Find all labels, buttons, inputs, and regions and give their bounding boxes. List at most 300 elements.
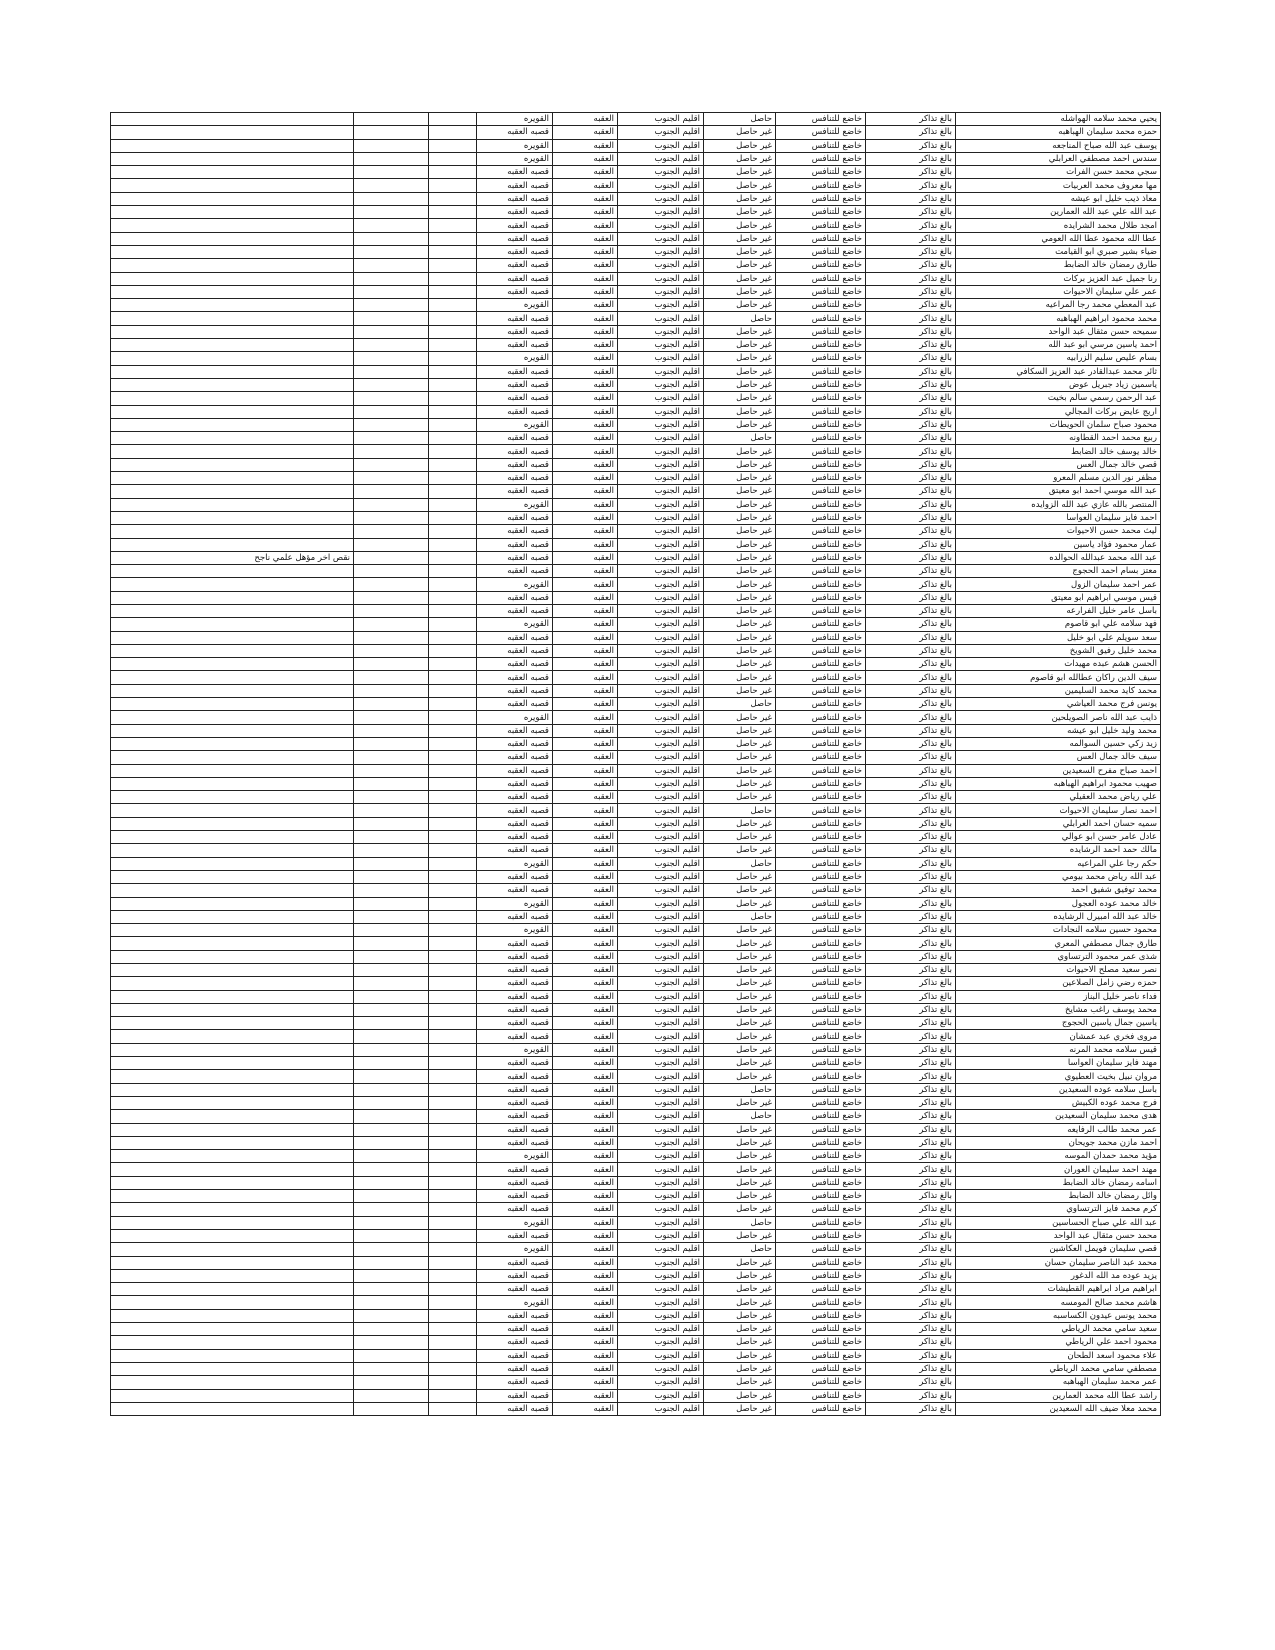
name-cell: خالد محمد عوده العجول — [956, 897, 1161, 910]
status-cell: بالغ تذاكر — [866, 192, 956, 205]
empty-cell — [354, 964, 429, 977]
empty-cell — [354, 113, 429, 126]
status-cell: بالغ تذاكر — [866, 1296, 956, 1309]
district-cell: القويره — [477, 352, 553, 365]
fitness-cell: خاضع للتنافس — [776, 684, 866, 697]
region-cell: اقليم الجنوب — [618, 1110, 704, 1123]
note-cell — [111, 751, 354, 764]
region-cell: اقليم الجنوب — [618, 525, 704, 538]
empty-cell — [429, 1362, 477, 1375]
empty-cell — [354, 724, 429, 737]
note-cell — [111, 565, 354, 578]
empty-cell — [354, 192, 429, 205]
name-cell: عبد المعطي محمد رجا المراعيه — [956, 299, 1161, 312]
district-cell: قصبه العقبه — [477, 644, 553, 657]
governorate-cell: العقبه — [553, 724, 618, 737]
region-cell: اقليم الجنوب — [618, 511, 704, 524]
governorate-cell: العقبه — [553, 232, 618, 245]
fitness-cell: خاضع للتنافس — [776, 378, 866, 391]
fitness-cell: خاضع للتنافس — [776, 113, 866, 126]
empty-cell — [429, 1376, 477, 1389]
fitness-cell: خاضع للتنافس — [776, 924, 866, 937]
note-cell — [111, 1269, 354, 1282]
note-cell — [111, 990, 354, 1003]
empty-cell — [354, 1402, 429, 1415]
result-cell: غير حاصل — [704, 618, 776, 631]
region-cell: اقليم الجنوب — [618, 1389, 704, 1402]
governorate-cell: العقبه — [553, 259, 618, 272]
governorate-cell: العقبه — [553, 219, 618, 232]
governorate-cell: العقبه — [553, 1070, 618, 1083]
result-cell: غير حاصل — [704, 791, 776, 804]
fitness-cell: خاضع للتنافس — [776, 551, 866, 564]
empty-cell — [354, 1096, 429, 1109]
empty-cell — [429, 445, 477, 458]
status-cell: بالغ تذاكر — [866, 206, 956, 219]
result-cell: غير حاصل — [704, 551, 776, 564]
fitness-cell: خاضع للتنافس — [776, 751, 866, 764]
district-cell: قصبه العقبه — [477, 551, 553, 564]
empty-cell — [354, 1070, 429, 1083]
table-row — [111, 1163, 1161, 1176]
status-cell: بالغ تذاكر — [866, 1309, 956, 1322]
status-cell: بالغ تذاكر — [866, 472, 956, 485]
region-cell: اقليم الجنوب — [618, 1096, 704, 1109]
empty-cell — [429, 1017, 477, 1030]
table-row — [111, 352, 1161, 365]
note-cell — [111, 432, 354, 445]
fitness-cell: خاضع للتنافس — [776, 1083, 866, 1096]
district-cell: قصبه العقبه — [477, 737, 553, 750]
status-cell: بالغ تذاكر — [866, 445, 956, 458]
governorate-cell: العقبه — [553, 884, 618, 897]
fitness-cell: خاضع للتنافس — [776, 1349, 866, 1362]
name-cell: يزيد عوده مد الله الدغور — [956, 1269, 1161, 1282]
result-cell: غير حاصل — [704, 1389, 776, 1402]
data-table — [110, 112, 1161, 1416]
status-cell: بالغ تذاكر — [866, 884, 956, 897]
region-cell: اقليم الجنوب — [618, 1150, 704, 1163]
district-cell: قصبه العقبه — [477, 1349, 553, 1362]
result-cell: غير حاصل — [704, 472, 776, 485]
district-cell: قصبه العقبه — [477, 511, 553, 524]
status-cell: بالغ تذاكر — [866, 844, 956, 857]
name-cell: معاذ ذيب خليل ابو عيشه — [956, 192, 1161, 205]
empty-cell — [429, 711, 477, 724]
status-cell: بالغ تذاكر — [866, 777, 956, 790]
fitness-cell: خاضع للتنافس — [776, 325, 866, 338]
table-row — [111, 1349, 1161, 1362]
table-row — [111, 432, 1161, 445]
status-cell: بالغ تذاكر — [866, 1190, 956, 1203]
empty-cell — [354, 339, 429, 352]
table-row — [111, 1203, 1161, 1216]
table-row — [111, 804, 1161, 817]
empty-cell — [429, 126, 477, 139]
empty-cell — [354, 618, 429, 631]
region-cell: اقليم الجنوب — [618, 1003, 704, 1016]
result-cell: غير حاصل — [704, 1043, 776, 1056]
governorate-cell: العقبه — [553, 1083, 618, 1096]
empty-cell — [429, 378, 477, 391]
region-cell: اقليم الجنوب — [618, 272, 704, 285]
result-cell: غير حاصل — [704, 365, 776, 378]
table-row — [111, 751, 1161, 764]
result-cell: غير حاصل — [704, 817, 776, 830]
region-cell: اقليم الجنوب — [618, 418, 704, 431]
fitness-cell: خاضع للتنافس — [776, 844, 866, 857]
table-row — [111, 618, 1161, 631]
result-cell: غير حاصل — [704, 924, 776, 937]
district-cell: قصبه العقبه — [477, 1203, 553, 1216]
governorate-cell: العقبه — [553, 1003, 618, 1016]
empty-cell — [354, 1203, 429, 1216]
result-cell: غير حاصل — [704, 644, 776, 657]
fitness-cell: خاضع للتنافس — [776, 219, 866, 232]
note-cell — [111, 485, 354, 498]
result-cell: غير حاصل — [704, 245, 776, 258]
note-cell — [111, 1163, 354, 1176]
empty-cell — [354, 365, 429, 378]
empty-cell — [354, 658, 429, 671]
empty-cell — [429, 1349, 477, 1362]
region-cell: اقليم الجنوب — [618, 1136, 704, 1149]
region-cell: اقليم الجنوب — [618, 259, 704, 272]
empty-cell — [429, 285, 477, 298]
governorate-cell: العقبه — [553, 1190, 618, 1203]
empty-cell — [429, 1003, 477, 1016]
empty-cell — [429, 604, 477, 617]
fitness-cell: خاضع للتنافس — [776, 485, 866, 498]
governorate-cell: العقبه — [553, 1283, 618, 1296]
empty-cell — [354, 1043, 429, 1056]
name-cell: امجد طلال محمد الشرايده — [956, 219, 1161, 232]
table-row — [111, 724, 1161, 737]
note-cell — [111, 232, 354, 245]
district-cell: قصبه العقبه — [477, 1309, 553, 1322]
governorate-cell: العقبه — [553, 1043, 618, 1056]
fitness-cell: خاضع للتنافس — [776, 1203, 866, 1216]
status-cell: بالغ تذاكر — [866, 671, 956, 684]
name-cell: ابراهيم مراد ابراهيم القطيشات — [956, 1283, 1161, 1296]
result-cell: غير حاصل — [704, 405, 776, 418]
name-cell: زيد زكي حسين السوالمه — [956, 737, 1161, 750]
status-cell: بالغ تذاكر — [866, 1070, 956, 1083]
table-row — [111, 924, 1161, 937]
status-cell: بالغ تذاكر — [866, 551, 956, 564]
fitness-cell: خاضع للتنافس — [776, 1123, 866, 1136]
name-cell: خالد يوسف خالد الضابط — [956, 445, 1161, 458]
table-row — [111, 884, 1161, 897]
governorate-cell: العقبه — [553, 1216, 618, 1229]
status-cell: بالغ تذاكر — [866, 1163, 956, 1176]
result-cell: غير حاصل — [704, 990, 776, 1003]
note-cell — [111, 977, 354, 990]
table-row — [111, 711, 1161, 724]
note-cell — [111, 1057, 354, 1070]
district-cell: قصبه العقبه — [477, 724, 553, 737]
name-cell: حمزه محمد سليمان الهباهبه — [956, 126, 1161, 139]
result-cell: غير حاصل — [704, 870, 776, 883]
district-cell: قصبه العقبه — [477, 472, 553, 485]
note-cell — [111, 325, 354, 338]
empty-cell — [429, 684, 477, 697]
empty-cell — [429, 671, 477, 684]
empty-cell — [354, 1336, 429, 1349]
region-cell: اقليم الجنوب — [618, 432, 704, 445]
note-cell — [111, 511, 354, 524]
note-cell — [111, 126, 354, 139]
empty-cell — [354, 1163, 429, 1176]
fitness-cell: خاضع للتنافس — [776, 764, 866, 777]
note-cell — [111, 1110, 354, 1123]
region-cell: اقليم الجنوب — [618, 777, 704, 790]
name-cell: مروان نبيل بخيت العطيوي — [956, 1070, 1161, 1083]
region-cell: اقليم الجنوب — [618, 1163, 704, 1176]
region-cell: اقليم الجنوب — [618, 299, 704, 312]
empty-cell — [429, 365, 477, 378]
result-cell: غير حاصل — [704, 206, 776, 219]
name-cell: عمر احمد سليمان الزول — [956, 578, 1161, 591]
name-cell: مهند احمد سليمان العوران — [956, 1163, 1161, 1176]
note-cell — [111, 1389, 354, 1402]
status-cell: بالغ تذاكر — [866, 272, 956, 285]
table-row — [111, 259, 1161, 272]
status-cell: بالغ تذاكر — [866, 924, 956, 937]
name-cell: مروى فخري عبد عمشان — [956, 1030, 1161, 1043]
status-cell: بالغ تذاكر — [866, 644, 956, 657]
empty-cell — [429, 392, 477, 405]
empty-cell — [354, 139, 429, 152]
note-cell — [111, 472, 354, 485]
governorate-cell: العقبه — [553, 1163, 618, 1176]
note-cell — [111, 698, 354, 711]
district-cell: قصبه العقبه — [477, 910, 553, 923]
empty-cell — [354, 764, 429, 777]
name-cell: قيس موسي ابراهيم ابو معيتق — [956, 591, 1161, 604]
name-cell: محمد معلا ضيف الله السعيدين — [956, 1402, 1161, 1415]
table-row — [111, 658, 1161, 671]
fitness-cell: خاضع للتنافس — [776, 445, 866, 458]
governorate-cell: العقبه — [553, 1057, 618, 1070]
region-cell: اقليم الجنوب — [618, 1256, 704, 1269]
empty-cell — [354, 711, 429, 724]
note-cell — [111, 1123, 354, 1136]
district-cell: قصبه العقبه — [477, 432, 553, 445]
result-cell: غير حاصل — [704, 1150, 776, 1163]
name-cell: باسل عامر خليل الفرارعه — [956, 604, 1161, 617]
name-cell: محمد خليل رفيق الشويخ — [956, 644, 1161, 657]
result-cell: غير حاصل — [704, 1176, 776, 1189]
governorate-cell: العقبه — [553, 551, 618, 564]
name-cell: ربيع محمد احمد القطاونه — [956, 432, 1161, 445]
note-cell — [111, 950, 354, 963]
empty-cell — [354, 565, 429, 578]
table-row — [111, 113, 1161, 126]
empty-cell — [429, 884, 477, 897]
result-cell: غير حاصل — [704, 378, 776, 391]
fitness-cell: خاضع للتنافس — [776, 711, 866, 724]
fitness-cell: خاضع للتنافس — [776, 724, 866, 737]
note-cell — [111, 658, 354, 671]
district-cell: القويره — [477, 418, 553, 431]
empty-cell — [429, 1096, 477, 1109]
result-cell: غير حاصل — [704, 445, 776, 458]
table-row — [111, 1389, 1161, 1402]
empty-cell — [429, 312, 477, 325]
name-cell: مؤيد محمد حمدان الموسه — [956, 1150, 1161, 1163]
empty-cell — [429, 1256, 477, 1269]
district-cell: القويره — [477, 299, 553, 312]
table-row — [111, 737, 1161, 750]
empty-cell — [354, 525, 429, 538]
name-cell: محمود حسين سلامه النجادات — [956, 924, 1161, 937]
fitness-cell: خاضع للتنافس — [776, 791, 866, 804]
result-cell: حاصل — [704, 312, 776, 325]
empty-cell — [354, 485, 429, 498]
status-cell: بالغ تذاكر — [866, 1096, 956, 1109]
district-cell: قصبه العقبه — [477, 791, 553, 804]
empty-cell — [354, 910, 429, 923]
table-row — [111, 1150, 1161, 1163]
governorate-cell: العقبه — [553, 206, 618, 219]
governorate-cell: العقبه — [553, 432, 618, 445]
note-cell — [111, 179, 354, 192]
region-cell: اقليم الجنوب — [618, 312, 704, 325]
region-cell: اقليم الجنوب — [618, 445, 704, 458]
fitness-cell: خاضع للتنافس — [776, 604, 866, 617]
table-row — [111, 1083, 1161, 1096]
empty-cell — [429, 950, 477, 963]
fitness-cell: خاضع للتنافس — [776, 299, 866, 312]
note-cell — [111, 245, 354, 258]
status-cell: بالغ تذاكر — [866, 910, 956, 923]
governorate-cell: العقبه — [553, 1150, 618, 1163]
result-cell: غير حاصل — [704, 724, 776, 737]
empty-cell — [354, 1376, 429, 1389]
name-cell: قصي سليمان فويمل العكاشين — [956, 1243, 1161, 1256]
district-cell: قصبه العقبه — [477, 1362, 553, 1375]
region-cell: اقليم الجنوب — [618, 950, 704, 963]
region-cell: اقليم الجنوب — [618, 1229, 704, 1242]
result-cell: غير حاصل — [704, 831, 776, 844]
result-cell: غير حاصل — [704, 1309, 776, 1322]
note-cell — [111, 1256, 354, 1269]
note-cell — [111, 870, 354, 883]
status-cell: بالغ تذاكر — [866, 950, 956, 963]
note-cell — [111, 1336, 354, 1349]
result-cell: غير حاصل — [704, 126, 776, 139]
status-cell: بالغ تذاكر — [866, 1362, 956, 1375]
table-row — [111, 219, 1161, 232]
note-cell — [111, 339, 354, 352]
empty-cell — [354, 990, 429, 1003]
fitness-cell: خاضع للتنافس — [776, 498, 866, 511]
governorate-cell: العقبه — [553, 565, 618, 578]
empty-cell — [354, 977, 429, 990]
region-cell: اقليم الجنوب — [618, 1402, 704, 1415]
region-cell: اقليم الجنوب — [618, 285, 704, 298]
fitness-cell: خاضع للتنافس — [776, 990, 866, 1003]
governorate-cell: العقبه — [553, 684, 618, 697]
table-row — [111, 897, 1161, 910]
district-cell: قصبه العقبه — [477, 525, 553, 538]
empty-cell — [429, 964, 477, 977]
result-cell: غير حاصل — [704, 1336, 776, 1349]
name-cell: الحسن هشم عبده مهيدات — [956, 658, 1161, 671]
empty-cell — [429, 565, 477, 578]
district-cell: قصبه العقبه — [477, 764, 553, 777]
name-cell: باسل سلامه عوده السعيدين — [956, 1083, 1161, 1096]
region-cell: اقليم الجنوب — [618, 724, 704, 737]
district-cell: قصبه العقبه — [477, 1190, 553, 1203]
name-cell: يحيي محمد سلامه الهواشله — [956, 113, 1161, 126]
district-cell: القويره — [477, 498, 553, 511]
governorate-cell: العقبه — [553, 777, 618, 790]
table-row — [111, 1190, 1161, 1203]
empty-cell — [429, 1229, 477, 1242]
note-cell — [111, 1402, 354, 1415]
region-cell: اقليم الجنوب — [618, 964, 704, 977]
status-cell: بالغ تذاكر — [866, 857, 956, 870]
district-cell: قصبه العقبه — [477, 285, 553, 298]
empty-cell — [354, 844, 429, 857]
region-cell: اقليم الجنوب — [618, 365, 704, 378]
fitness-cell: خاضع للتنافس — [776, 737, 866, 750]
table-row — [111, 1376, 1161, 1389]
governorate-cell: العقبه — [553, 857, 618, 870]
empty-cell — [354, 791, 429, 804]
empty-cell — [429, 1163, 477, 1176]
result-cell: غير حاصل — [704, 1256, 776, 1269]
district-cell: قصبه العقبه — [477, 1389, 553, 1402]
governorate-cell: العقبه — [553, 910, 618, 923]
result-cell: غير حاصل — [704, 658, 776, 671]
empty-cell — [354, 578, 429, 591]
region-cell: اقليم الجنوب — [618, 565, 704, 578]
fitness-cell: خاضع للتنافس — [776, 618, 866, 631]
result-cell: غير حاصل — [704, 737, 776, 750]
table-row — [111, 591, 1161, 604]
governorate-cell: العقبه — [553, 937, 618, 950]
name-cell: ياسمين زياد جبريل عوض — [956, 378, 1161, 391]
note-cell — [111, 964, 354, 977]
region-cell: اقليم الجنوب — [618, 1017, 704, 1030]
fitness-cell: خاضع للتنافس — [776, 1150, 866, 1163]
status-cell: بالغ تذاكر — [866, 525, 956, 538]
note-cell — [111, 259, 354, 272]
region-cell: اقليم الجنوب — [618, 804, 704, 817]
name-cell: ضياء بشير صبري ابو القيامت — [956, 245, 1161, 258]
governorate-cell: العقبه — [553, 299, 618, 312]
empty-cell — [354, 1017, 429, 1030]
note-cell — [111, 1096, 354, 1109]
name-cell: هاشم محمد صالح المومسه — [956, 1296, 1161, 1309]
status-cell: بالغ تذاكر — [866, 511, 956, 524]
empty-cell — [429, 232, 477, 245]
governorate-cell: العقبه — [553, 272, 618, 285]
status-cell: بالغ تذاكر — [866, 285, 956, 298]
fitness-cell: خاضع للتنافس — [776, 126, 866, 139]
fitness-cell: خاضع للتنافس — [776, 1229, 866, 1242]
status-cell: بالغ تذاكر — [866, 1043, 956, 1056]
empty-cell — [354, 1110, 429, 1123]
region-cell: اقليم الجنوب — [618, 1309, 704, 1322]
fitness-cell: خاضع للتنافس — [776, 139, 866, 152]
name-cell: سعد سويلم علي ابو خليل — [956, 631, 1161, 644]
district-cell: القويره — [477, 618, 553, 631]
result-cell: غير حاصل — [704, 538, 776, 551]
